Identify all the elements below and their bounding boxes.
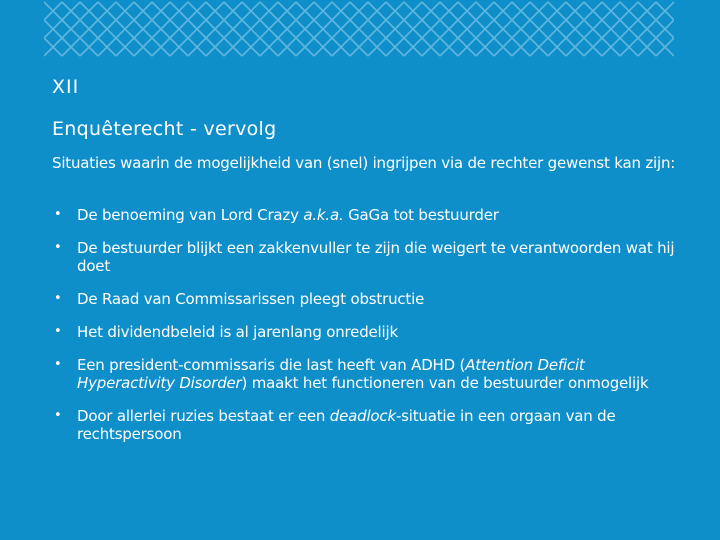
lattice-segment <box>44 20 62 38</box>
bullet-text: Door allerlei ruzies bestaat er een <box>77 407 330 425</box>
bullet-text: De benoeming van Lord Crazy <box>77 206 304 224</box>
intro-text: Situaties waarin de mogelijkheid van (snel) ingrijpen via de rechter gewenst kan zijn: <box>52 154 676 172</box>
lattice-segment <box>332 20 350 38</box>
lattice-segment <box>386 38 404 56</box>
lattice-segment <box>404 20 422 38</box>
bullet-marker: • <box>54 324 62 339</box>
lattice-segment <box>368 20 386 38</box>
lattice-segment <box>170 2 188 20</box>
lattice-segment <box>440 20 458 38</box>
bullet-list <box>52 206 682 458</box>
lattice-segment <box>602 20 620 38</box>
lattice-segment <box>584 20 602 38</box>
lattice-segment <box>512 2 530 20</box>
lattice-segment <box>44 38 62 56</box>
lattice-segment <box>296 2 314 20</box>
lattice-segment <box>620 20 638 38</box>
lattice-segment <box>278 2 296 20</box>
lattice-segment <box>548 20 566 38</box>
lattice-segment <box>368 38 386 56</box>
lattice-segment <box>440 38 458 56</box>
lattice-segment <box>332 2 350 20</box>
lattice-segment <box>638 38 656 56</box>
bullet-item <box>52 206 682 224</box>
lattice-segment <box>656 2 674 20</box>
lattice-segment <box>260 20 278 38</box>
lattice-segment <box>458 38 476 56</box>
lattice-segment <box>350 20 368 38</box>
lattice-segment <box>242 2 260 20</box>
lattice-segment <box>152 2 170 20</box>
lattice-segment <box>566 2 584 20</box>
lattice-segment <box>242 20 260 38</box>
lattice-segment <box>494 20 512 38</box>
lattice-segment <box>476 38 494 56</box>
lattice-segment <box>170 38 188 56</box>
bullet-marker: • <box>54 240 62 255</box>
lattice-segment <box>134 2 152 20</box>
lattice-segment <box>188 20 206 38</box>
lattice-segment <box>512 38 530 56</box>
lattice-segment <box>206 20 224 38</box>
lattice-segment <box>458 20 476 38</box>
lattice-segment <box>422 2 440 20</box>
lattice-segment <box>566 20 584 38</box>
lattice-segment <box>620 2 638 20</box>
lattice-segment <box>494 38 512 56</box>
lattice-segment <box>422 38 440 56</box>
lattice-segment <box>116 38 134 56</box>
lattice-segment <box>566 38 584 56</box>
lattice-segment <box>206 2 224 20</box>
lattice-segment <box>278 20 296 38</box>
bullet-text: Het dividendbeleid is al jarenlang onredelijk <box>77 323 398 341</box>
lattice-segment <box>134 38 152 56</box>
lattice-segment <box>314 38 332 56</box>
lattice-segment <box>206 38 224 56</box>
bullet-marker: • <box>54 357 62 372</box>
lattice-segment <box>44 2 62 20</box>
lattice-segment <box>548 38 566 56</box>
lattice-segment <box>494 2 512 20</box>
lattice-segment <box>224 38 242 56</box>
lattice-segment <box>80 20 98 38</box>
lattice-segment <box>458 2 476 20</box>
lattice-segment <box>350 2 368 20</box>
lattice-segment <box>314 2 332 20</box>
lattice-segment <box>602 2 620 20</box>
bullet-text-end: GaGa tot bestuurder <box>343 206 499 224</box>
bullet-text: Een president-commissaris die last heeft van ADHD ( <box>77 356 466 374</box>
lattice-segment <box>116 20 134 38</box>
bullet-item <box>52 356 682 392</box>
lattice-segment <box>584 38 602 56</box>
lattice-segment <box>260 38 278 56</box>
bullet-emphasis: Attention Deficit Hyperactivity Disorder <box>77 356 585 392</box>
lattice-segment <box>386 2 404 20</box>
lattice-segment <box>80 38 98 56</box>
lattice-segment <box>188 2 206 20</box>
bullet-text: De bestuurder blijkt een zakkenvuller te zijn die weigert te verantwoorden wat hij doet <box>77 239 675 275</box>
lattice-segment <box>602 38 620 56</box>
bullet-item <box>52 407 682 443</box>
lattice-segment <box>314 20 332 38</box>
lattice-segment <box>638 20 656 38</box>
bullet-emphasis: a.k.a. <box>303 206 344 224</box>
lattice-segment <box>224 20 242 38</box>
bullet-text: De Raad van Commissarissen pleegt obstructie <box>77 290 425 308</box>
bullet-item <box>52 323 682 341</box>
lattice-segment <box>152 38 170 56</box>
lattice-segment <box>242 38 260 56</box>
lattice-segment <box>656 20 674 38</box>
bullet-emphasis: deadlock <box>329 407 396 425</box>
lattice-segment <box>98 2 116 20</box>
lattice-segment <box>404 38 422 56</box>
bullet-item <box>52 290 682 308</box>
lattice-segment <box>296 38 314 56</box>
lattice-segment <box>116 2 134 20</box>
lattice-segment <box>368 2 386 20</box>
lattice-segment <box>224 2 242 20</box>
lattice-segment <box>98 38 116 56</box>
lattice-segment <box>332 38 350 56</box>
lattice-segment <box>260 2 278 20</box>
lattice-segment <box>440 2 458 20</box>
lattice-segment <box>188 38 206 56</box>
lattice-segment <box>278 38 296 56</box>
lattice-segment <box>476 20 494 38</box>
lattice-segment <box>404 2 422 20</box>
lattice-segment <box>62 38 80 56</box>
lattice-segment <box>548 2 566 20</box>
section-number: XII <box>52 76 80 98</box>
bullet-marker: • <box>54 207 62 222</box>
bullet-marker: • <box>54 291 62 306</box>
slide-title: Enquêterecht - vervolg <box>52 118 277 140</box>
lattice-segment <box>98 20 116 38</box>
lattice-segment <box>80 2 98 20</box>
bullet-text-end: ) maakt het functioneren van de bestuurder onmogelijk <box>241 374 649 392</box>
lattice-segment <box>422 20 440 38</box>
bullet-text-end: -situatie in een orgaan van de rechtspersoon <box>77 407 616 443</box>
lattice-segment <box>656 38 674 56</box>
lattice-segment <box>620 38 638 56</box>
lattice-segment <box>530 20 548 38</box>
lattice-segment <box>386 20 404 38</box>
lattice-segment <box>512 20 530 38</box>
lattice-segment <box>170 20 188 38</box>
lattice-segment <box>152 20 170 38</box>
lattice-segment <box>62 20 80 38</box>
lattice-segment <box>638 2 656 20</box>
bullet-item <box>52 239 682 275</box>
lattice-segment <box>530 2 548 20</box>
lattice-segment <box>584 2 602 20</box>
lattice-segment <box>530 38 548 56</box>
lattice-segment <box>350 38 368 56</box>
bullet-marker: • <box>54 408 62 423</box>
decorative-lattice-pattern <box>44 0 674 60</box>
lattice-segment <box>476 2 494 20</box>
lattice-segment <box>62 2 80 20</box>
lattice-segment <box>296 20 314 38</box>
lattice-segment <box>134 20 152 38</box>
